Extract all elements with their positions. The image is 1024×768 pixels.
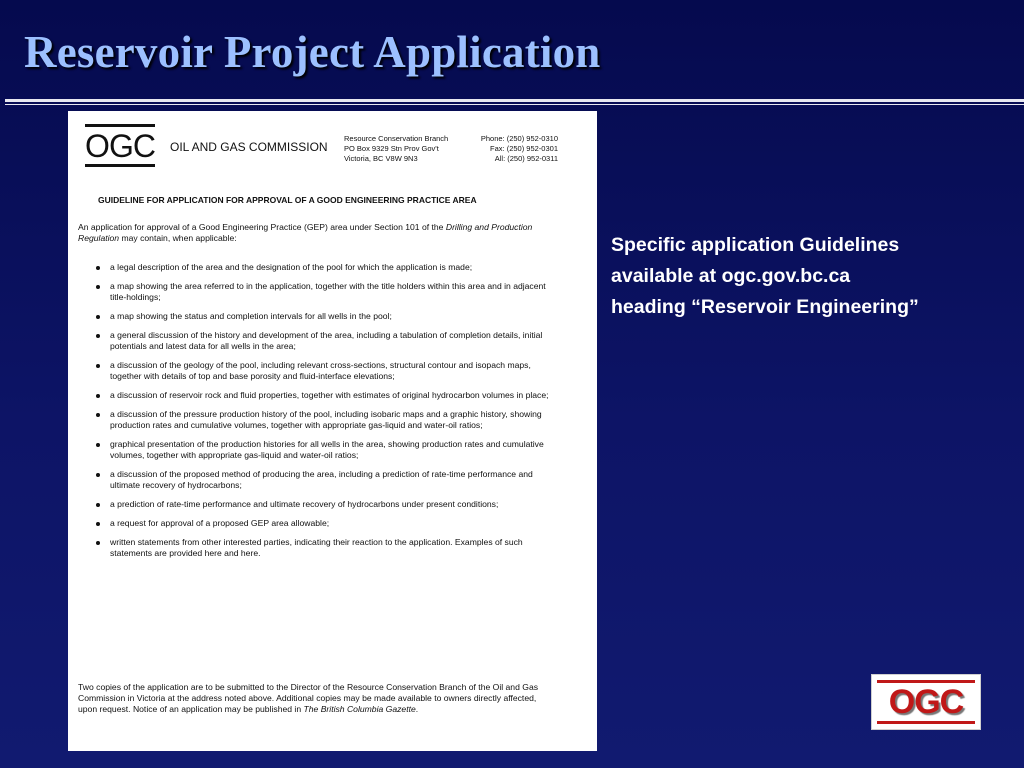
list-item-text: a map showing the area referred to in the application, together with the title holders within this area and in adjacent title-holdings; xyxy=(110,281,546,302)
closing-text: Two copies of the application are to be submitted to the Director of the Resource Conservation Branch of the Oil and Gas Commission in Victoria at the address noted above. Additional copies may be made available to owners directly affected, upon request. Notice of an application may be published in xyxy=(78,682,539,714)
closing-text-end: . xyxy=(415,704,419,714)
address-block xyxy=(344,134,448,164)
commission-name: OIL AND GAS COMMISSION xyxy=(170,140,328,154)
intro-text: An application for approval of a Good Engineering Practice (GEP) area under Section 101 of the xyxy=(78,222,446,232)
bullet-icon xyxy=(96,473,100,477)
list-item xyxy=(94,311,564,322)
list-item-text: written statements from other interested parties, indicating their reaction to the application. Examples of such statements are provided here and here. xyxy=(110,537,523,558)
phone-block xyxy=(460,134,558,164)
slide-title: Reservoir Project Application xyxy=(24,27,601,77)
logo-bar-bottom xyxy=(85,164,155,167)
list-item xyxy=(94,537,564,559)
list-item-text: a general discussion of the history and development of the area, including a tabulation of completion details, initial potentials and latest data for all wells in the area; xyxy=(110,330,543,351)
gazette-name: The British Columbia Gazette xyxy=(303,704,416,714)
bullet-icon xyxy=(96,266,100,270)
bullet-icon xyxy=(96,541,100,545)
guideline-title: GUIDELINE FOR APPLICATION FOR APPROVAL OF A GOOD ENGINEERING PRACTICE AREA xyxy=(98,195,477,205)
list-item xyxy=(94,409,564,431)
list-item xyxy=(94,439,564,461)
guideline-document xyxy=(68,111,597,751)
list-item xyxy=(94,360,564,382)
list-item-text: a request for approval of a proposed GEP area allowable; xyxy=(110,518,330,528)
list-item-text: a discussion of the proposed method of producing the area, including a prediction of rate-time performance and ultimate recovery of hydrocarbons; xyxy=(110,469,533,490)
note-line: heading “Reservoir Engineering” xyxy=(611,296,919,318)
bullet-icon xyxy=(96,522,100,526)
fax-line: Fax: (250) 952-0301 xyxy=(490,144,558,153)
logo-bar-top xyxy=(85,124,155,127)
list-item xyxy=(94,330,564,352)
bullet-icon xyxy=(96,364,100,368)
bullet-icon xyxy=(96,285,100,289)
intro-paragraph xyxy=(78,222,556,244)
list-item-text: a legal description of the area and the designation of the pool for which the application is made; xyxy=(110,262,473,272)
requirements-list xyxy=(94,262,564,567)
guidelines-note xyxy=(611,230,1016,323)
list-item xyxy=(94,390,564,401)
bullet-icon xyxy=(96,334,100,338)
title-divider xyxy=(5,99,1024,102)
note-line: available at ogc.gov.bc.ca xyxy=(611,265,851,287)
title-divider-thin xyxy=(5,104,1024,105)
address-line: PO Box 9329 Stn Prov Gov't xyxy=(344,144,439,153)
address-line: Victoria, BC V8W 9N3 xyxy=(344,154,418,163)
address-line: Resource Conservation Branch xyxy=(344,134,449,143)
logo-text: OGC xyxy=(85,128,155,164)
list-item-text: graphical presentation of the production histories for all wells in the area, showing production rates and cumulative volumes, together with appropriate gas-liquid and water-oil ratios; xyxy=(110,439,544,460)
letterhead xyxy=(68,111,597,171)
list-item-text: a discussion of the geology of the pool, including relevant cross-sections, structural contour and isopach maps, together with details of top and base porosity and fluid-interface elevations; xyxy=(110,360,531,381)
list-item-text: a map showing the status and completion intervals for all wells in the pool; xyxy=(110,311,392,321)
bullet-icon xyxy=(96,413,100,417)
list-item-text: a prediction of rate-time performance and ultimate recovery of hydrocarbons under present conditions; xyxy=(110,499,499,509)
ogc-badge-logo xyxy=(871,674,981,730)
bullet-icon xyxy=(96,315,100,319)
bullet-icon xyxy=(96,503,100,507)
bullet-icon xyxy=(96,394,100,398)
list-item xyxy=(94,262,564,273)
list-item xyxy=(94,518,564,529)
list-item xyxy=(94,469,564,491)
list-item-text: a discussion of the pressure production history of the pool, including isobaric maps and a graphic history, showing production rates and cumulative volumes, together with appropriate gas-liquid and water-oil ratios; xyxy=(110,409,542,430)
ogc-logo xyxy=(85,124,155,168)
regulation-name: Drilling and Production Regulation xyxy=(78,222,533,243)
list-item xyxy=(94,499,564,510)
bullet-icon xyxy=(96,443,100,447)
intro-text-end: may contain, when applicable: xyxy=(119,233,237,243)
badge-text: OGC xyxy=(888,683,964,721)
badge-bar-bottom xyxy=(877,721,975,724)
list-item-text: a discussion of reservoir rock and fluid properties, together with estimates of original hydrocarbon volumes in place; xyxy=(110,390,549,400)
list-item xyxy=(94,281,564,303)
closing-paragraph xyxy=(78,682,554,715)
all-line: All: (250) 952-0311 xyxy=(494,154,558,163)
phone-line: Phone: (250) 952-0310 xyxy=(480,134,558,143)
note-line: Specific application Guidelines xyxy=(611,234,900,256)
